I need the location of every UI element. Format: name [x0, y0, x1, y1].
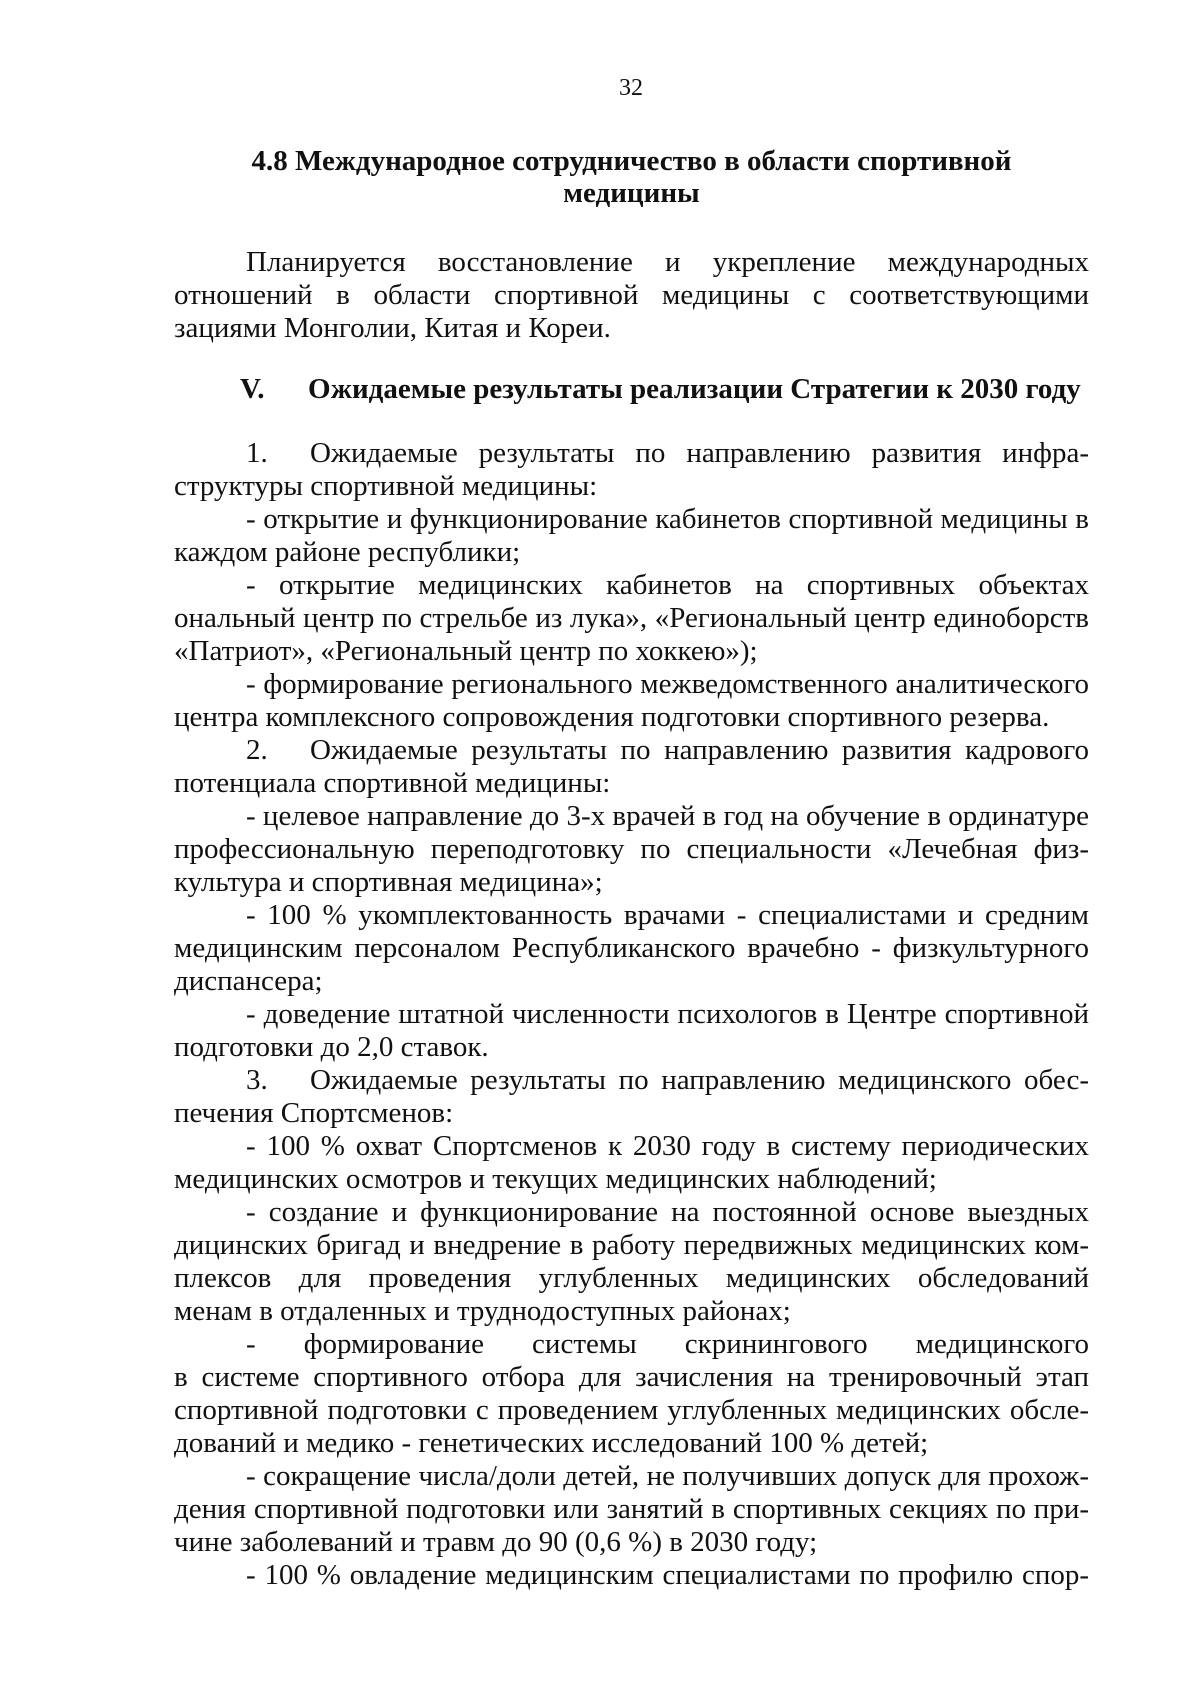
body-line: - открытие и функционирование кабинетов спортивной медицины в — [246, 503, 1089, 535]
numbered-item-line — [174, 437, 1089, 470]
body-line: медицинским персоналом Республиканского врачебно - физкультурного — [174, 932, 1089, 964]
item-number: 2. — [246, 734, 268, 766]
body-line: - сокращение числа/доли детей, не получивших допуск для прохож- — [246, 1460, 1089, 1492]
body-line: - открытие медицинских кабинетов на спортивных объектах — [246, 569, 1089, 601]
body-line: подготовки до 2,0 ставок. — [174, 1031, 489, 1063]
body-line: - 100 % укомплектованность врачами - специалистами и средним — [246, 899, 1089, 931]
body-line: плексов для проведения углубленных медицинских обследований — [174, 1262, 1089, 1294]
body-line: - доведение штатной численности психологов в Центре спортивной — [246, 998, 1089, 1030]
body-line: - 100 % овладение медицинским специалистами по профилю спор- — [246, 1559, 1089, 1591]
section-5-numeral: V. — [240, 373, 265, 405]
body-line: «Патриот», «Региональный центр по хоккею»); — [174, 635, 758, 667]
body-line: - 100 % охват Спортсменов к 2030 году в систему периодических — [246, 1130, 1089, 1162]
body-line: чине заболеваний и травм до 90 (0,6 %) в 2030 году; — [174, 1526, 818, 1558]
paragraph-line: отношений в области спортивной медицины с соответствующими — [174, 279, 1089, 311]
body-line: - формирование регионального межведомственного аналитического — [246, 668, 1089, 700]
item-number: 3. — [246, 1064, 268, 1096]
page-number: 32 — [619, 75, 643, 101]
body-line: медицинских осмотров и текущих медицинских наблюдений; — [174, 1163, 937, 1195]
body-line: спортивной подготовки с проведением углубленных медицинских обсле- — [174, 1394, 1089, 1426]
paragraph-line: зациями Монголии, Китая и Кореи. — [174, 312, 611, 344]
body-line: потенциала спортивной медицины: — [174, 767, 611, 799]
paragraph-line: Планируется восстановление и укрепление международных — [246, 246, 1089, 278]
section-4-8-heading — [174, 145, 1089, 209]
body-line: дований и медико - генетических исследований 100 % детей; — [174, 1427, 929, 1459]
body-line: дицинских бригад и внедрение в работу передвижных медицинских ком- — [174, 1229, 1089, 1261]
body-line: структуры спортивной медицины: — [174, 470, 598, 502]
body-line: культура и спортивная медицина»; — [174, 866, 603, 898]
numbered-item-line — [174, 1064, 1089, 1097]
body-line: печения Спортсменов: — [174, 1097, 454, 1129]
body-line: каждом районе республики; — [174, 536, 521, 568]
item-text: Ожидаемые результаты по направлению развития кадрового — [310, 734, 1089, 766]
section-4-8-paragraph — [174, 246, 1089, 345]
item-number: 1. — [246, 437, 268, 469]
item-text: Ожидаемые результаты по направлению развития инфра- — [310, 437, 1089, 469]
section-5-body — [174, 437, 1089, 1592]
body-line: диспансера; — [174, 965, 323, 997]
body-line: - целевое направление до 3-х врачей в год на обучение в ординатуре — [246, 800, 1089, 832]
section-5-title: Ожидаемые результаты реализации Стратегии к 2030 году — [308, 373, 1081, 405]
numbered-item-line — [174, 734, 1089, 767]
body-line: профессиональную переподготовку по специальности «Лечебная физ- — [174, 833, 1089, 865]
item-text: Ожидаемые результаты по направлению медицинского обес- — [310, 1064, 1089, 1096]
body-line: - формирование системы скринингового медицинского — [246, 1328, 1089, 1360]
body-line: центра комплексного сопровождения подготовки спортивного резерва. — [174, 701, 1050, 733]
body-line: дения спортивной подготовки или занятий в спортивных секциях по при- — [174, 1493, 1089, 1525]
section-4-8-heading-line-1: 4.8 Международное сотрудничество в области спортивной — [251, 145, 1012, 177]
body-line: - создание и функционирование на постоянной основе выездных — [246, 1196, 1089, 1228]
body-line: в системе спортивного отбора для зачисления на тренировочный этап — [174, 1361, 1089, 1393]
body-line: менам в отдаленных и труднодоступных районах; — [174, 1295, 791, 1327]
section-5-heading — [240, 372, 1140, 406]
body-line: ональный центр по стрельбе из лука», «Региональный центр единоборств — [174, 602, 1089, 634]
section-4-8-heading-line-2: медицины — [563, 177, 700, 209]
